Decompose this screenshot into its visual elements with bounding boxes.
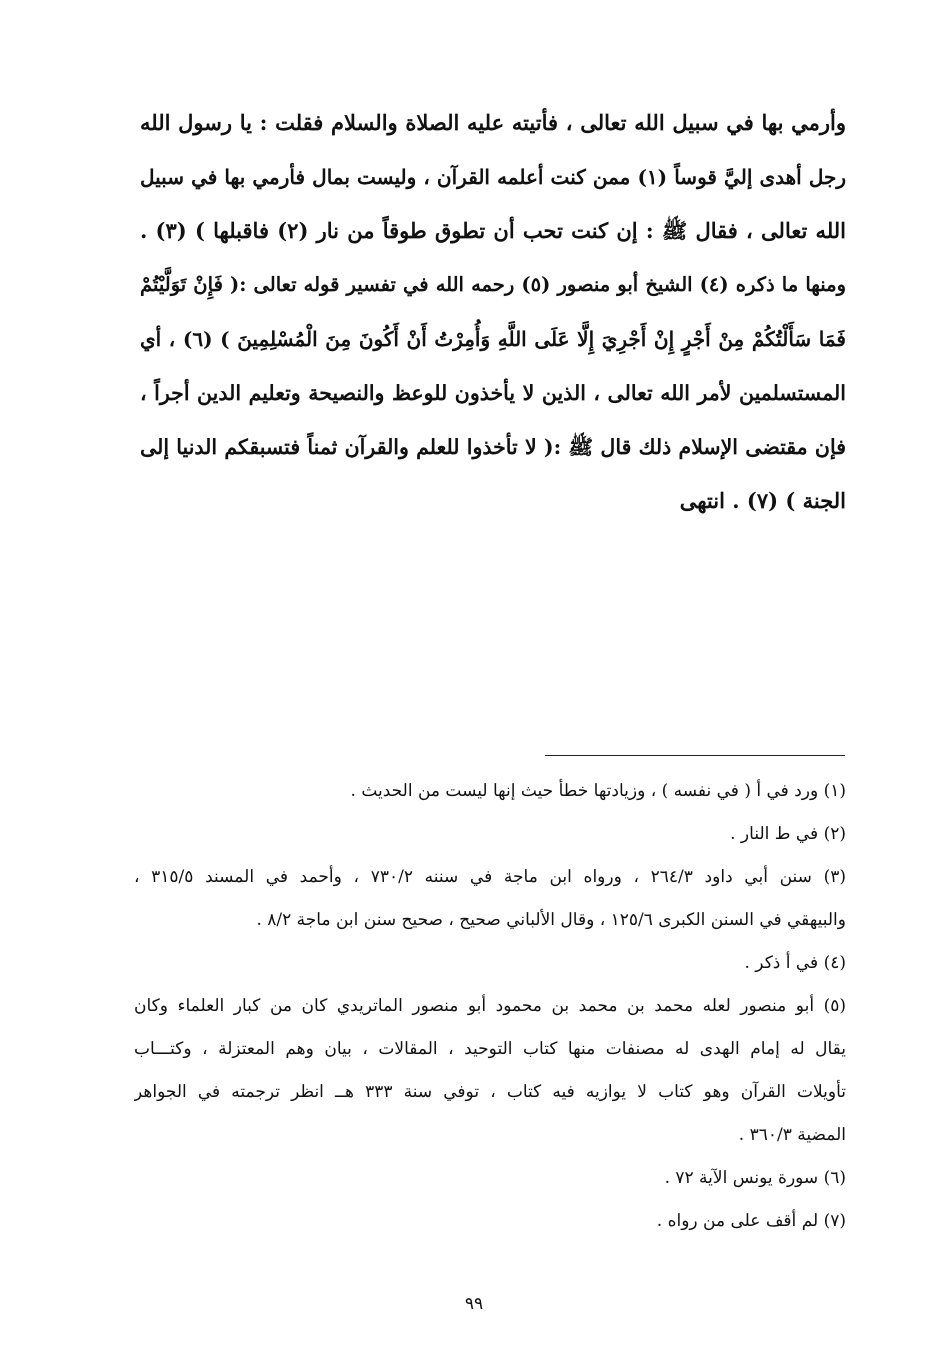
footnotes xyxy=(134,770,846,1243)
footnote-3: (٣) سنن أبي داود ٢٦٤/٣ ، ورواه ابن ماجة في سننه ٧٣٠/٢ ، وأحمد في المسند ٣١٥/٥ ، xyxy=(134,867,846,887)
body-line-4: ومنها ما ذكره (٤) الشيخ أبو منصور (٥) رحمه الله في تفسير قوله تعالى :( فَإِنْ تَوَلَّيْتُمْ xyxy=(140,273,846,296)
footnote-divider xyxy=(545,755,845,756)
body-line-7: فإن مقتضى الإسلام ذلك قال ﷺ :( لا تأخذوا للعلم والقرآن ثمناً فتسبقكم الدنيا إلى xyxy=(140,435,846,459)
body-line-5: فَمَا سَأَلْتُكُمْ مِنْ أَجْرٍ إِنْ أَجْرِيَ إِلَّا عَلَى اللَّهِ وَأُمِرْتُ أَنْ أَكُونَ مِنَ الْمُسْلِمِينَ ) (٦) ، أي xyxy=(140,327,846,351)
body-line-6: المستسلمين لأمر الله تعالى ، الذين لا يأخذون للوعظ والنصيحة وتعليم الدين أجراً ، xyxy=(140,381,846,405)
footnote-3-continued: والبيهقي في السنن الكبرى ١٢٥/٦ ، وقال الألباني صحيح ، صحيح سنن ابن ماجة ٨/٢ . xyxy=(256,910,846,930)
footnote-6: (٦) سورة يونس الآية ٧٢ . xyxy=(664,1168,846,1188)
main-body-text xyxy=(140,96,846,528)
body-line-1: وأرمي بها في سبيل الله تعالى ، فأتيته عليه الصلاة والسلام فقلت : يا رسول الله xyxy=(140,110,846,135)
footnote-4: (٤) في أ ذكر . xyxy=(744,953,846,973)
footnote-2: (٢) في ط النار . xyxy=(730,824,846,844)
footnote-7: (٧) لم أقف على من رواه . xyxy=(656,1211,846,1231)
footnote-5-continued-2: تأويلات القرآن وهو كتاب لا يوازيه فيه كتاب ، توفي سنة ٣٣٣ هــ انظر ترجمته في الجواهر xyxy=(134,1082,846,1102)
body-line-8: الجنة ) (٧) . انتهى xyxy=(679,488,846,513)
footnote-5-continued-1: يقال له إمام الهدى له مصنفات منها كتاب التوحيد ، المقالات ، بيان وهم المعتزلة ، وكتـــاب xyxy=(134,1039,846,1059)
body-line-3: الله تعالى ، فقال ﷺ : إن كنت تحب أن تطوق طوقاً من نار (٢) فاقبلها ) (٣) . xyxy=(140,218,846,243)
footnote-5: (٥) أبو منصور لعله محمد بن محمد بن محمود أبو منصور الماتريدي كان من كبار العلماء وكان xyxy=(134,996,846,1016)
page-number: ٩٩ xyxy=(464,1294,484,1314)
footnote-1: (١) ورد في أ ( في نفسه ) ، وزيادتها خطأ حيث إنها ليست من الحديث . xyxy=(350,781,846,801)
body-line-2: رجل أهدى إليَّ قوساً (١) ممن كنت أعلمه القرآن ، وليست بمال فأرمي بها في سبيل xyxy=(140,165,846,189)
footnote-5-continued-3: المضية ٣٦٠/٣ . xyxy=(738,1125,846,1145)
